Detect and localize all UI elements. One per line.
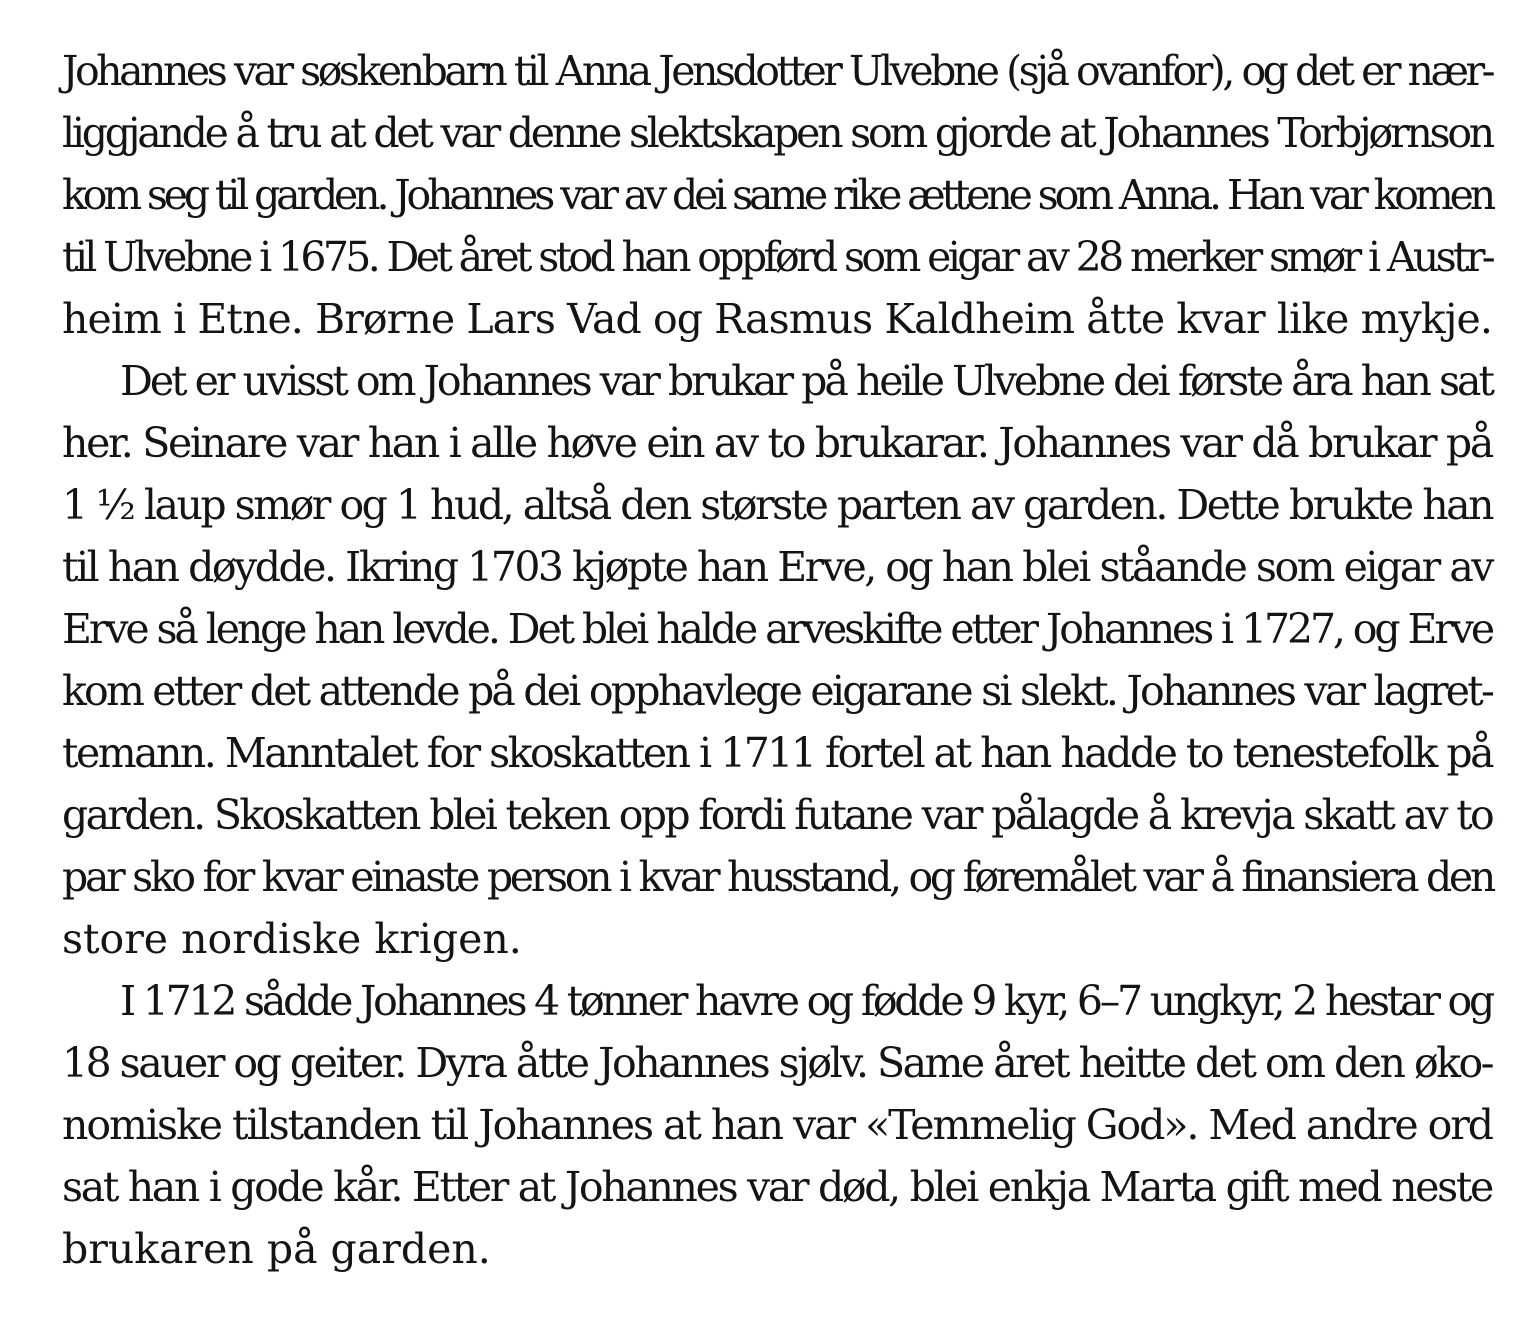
text-line: til Ulvebne i 1675. Det året stod han oppførd som eigar av 28 merker smør i Austr- <box>62 233 1493 281</box>
text-line: par sko for kvar einaste person i kvar husstand, og føremålet var å finansiera den <box>62 853 1493 901</box>
paragraph-3 <box>62 970 1492 1280</box>
paragraph-2 <box>62 350 1492 970</box>
text-line: nomiske tilstanden til Johannes at han var «Temmelig God». Med andre ord <box>62 1101 1492 1149</box>
text-line: Johannes var søskenbarn til Anna Jensdotter Ulvebne (sjå ovanfor), og det er nær- <box>62 47 1493 95</box>
text-line: I 1712 sådde Johannes 4 tønner havre og fødde 9 kyr, 6–7 ungkyr, 2 hestar og <box>120 977 1492 1025</box>
text-line: kom etter det attende på dei opphavlege eigarane si slekt. Johannes var lagret- <box>62 667 1493 715</box>
text-line: Erve så lenge han levde. Det blei halde arveskifte etter Johannes i 1727, og Erve <box>62 605 1492 653</box>
text-line: til han døydde. Ikring 1703 kjøpte han Erve, og han blei ståande som eigar av <box>62 543 1492 591</box>
text-line: liggjande å tru at det var denne slektskapen som gjorde at Johannes Torbjørnson <box>62 109 1492 157</box>
body-text <box>62 40 1492 1280</box>
text-line: Det er uvisst om Johannes var brukar på heile Ulvebne dei første åra han sat <box>120 357 1492 405</box>
text-line: sat han i gode kår. Etter at Johannes var død, blei enkja Marta gift med neste <box>62 1163 1492 1211</box>
text-line: heim i Etne. Brørne Lars Vad og Rasmus Kaldheim åtte kvar like mykje. <box>62 295 1492 343</box>
text-line: 18 sauer og geiter. Dyra åtte Johannes sjølv. Same året heitte det om den øko- <box>62 1039 1493 1087</box>
text-line: brukaren på garden. <box>62 1225 491 1273</box>
text-line: her. Seinare var han i alle høve ein av to brukarar. Johannes var då brukar på <box>62 419 1492 467</box>
paragraph-1 <box>62 40 1492 350</box>
text-line: temann. Manntalet for skoskatten i 1711 fortel at han hadde to tenestefolk på <box>62 729 1493 777</box>
text-line: garden. Skoskatten blei teken opp fordi futane var pålagde å krevja skatt av to <box>62 791 1493 839</box>
text-line: kom seg til garden. Johannes var av dei same rike ættene som Anna. Han var komen <box>62 171 1492 219</box>
text-line: 1 ½ laup smør og 1 hud, altså den største parten av garden. Dette brukte han <box>62 481 1493 529</box>
text-line: store nordiske krigen. <box>62 915 522 963</box>
